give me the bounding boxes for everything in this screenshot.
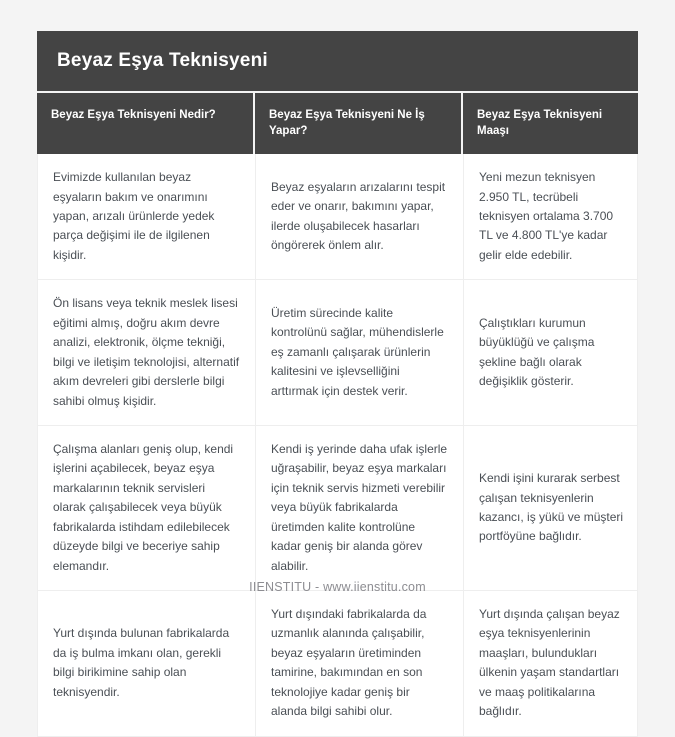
table-cell: Kendi işini kurarak serbest çalışan teknisyenlerin kazancı, iş yükü ve müşteri portföyüne bağlıdır. [479, 471, 624, 544]
table-cell: Kendi iş yerinde daha ufak işlerle uğraşabilir, beyaz eşya markaları için teknik servis hizmeti verebilir veya büyük fabrikalarda üretimden kalite kontrolüne kadar geniş bir alanda görev alabilir. [256, 426, 464, 590]
table-row [38, 280, 637, 426]
table-cell: Yurt dışında çalışan beyaz eşya teknisyenlerinin maaşları, bulundukları ülkenin yaşam standartları ve maaş politikalarına bağlıdır. [479, 607, 620, 719]
table-cell: Yurt dışındaki fabrikalarda da uzmanlık alanında çalışabilir, beyaz eşyaların üretiminden tamirine, bakımından en son teknolojiye kadar geniş bir alanda bilgi sahibi olur. [256, 591, 464, 736]
table-title-bar [37, 31, 638, 91]
table-row [38, 591, 637, 736]
table-header-row [37, 91, 638, 154]
table-cell: Yeni mezun teknisyen 2.950 TL, tecrübeli teknisyen ortalama 3.700 TL ve 4.800 TL'ye kadar gelir elde edebilir. [479, 170, 614, 262]
page-title: Beyaz Eşya Teknisyeni [57, 50, 268, 71]
table-cell: Çalışma alanları geniş olup, kendi işlerini açabilecek, beyaz eşya markalarının teknik servisleri olarak çalışabilecek veya büyük fabrikalarda istihdam edilebilecek düzeyde bilgi ve beceriye sahip elemandır. [38, 426, 256, 590]
table-cell: Yurt dışında bulunan fabrikalarda da iş bulma imkanı olan, gerekli bilgi birikimine sahip olan teknisyendir. [38, 591, 256, 736]
column-header-ne-is-yapar: Beyaz Eşya Teknisyeni Ne İş Yapar? [255, 93, 463, 154]
column-header-maasi: Beyaz Eşya Teknisyeni Maaşı [463, 93, 638, 154]
column-header-nedir: Beyaz Eşya Teknisyeni Nedir? [37, 93, 255, 154]
footer-attribution: IIENSTITU - www.iienstitu.com [249, 580, 426, 594]
table-row [38, 426, 637, 591]
table-row [38, 154, 637, 280]
table-cell: Beyaz eşyaların arızalarını tespit eder ve onarır, bakımını yapar, ilerde oluşabilecek hasarları öngörerek önlem alır. [256, 154, 464, 279]
table-cell: Üretim sürecinde kalite kontrolünü sağlar, mühendislerle eş zamanlı çalışarak ürünlerin kalitesini ve işlevselliğini arttırmak için destek verir. [256, 280, 464, 425]
table-cell: Evimizde kullanılan beyaz eşyaların bakım ve onarımını yapan, arızalı ürünlerde yedek parça değişimi ile de ilgilenen kişidir. [38, 154, 256, 279]
table-cell: Çalıştıkları kurumun büyüklüğü ve çalışma şekline bağlı olarak değişiklik gösterir. [479, 315, 595, 389]
table-cell: Ön lisans veya teknik meslek lisesi eğitimi almış, doğru akım devre analizi, elektronik, ölçme tekniği, bilgi ve iletişim teknolojisi, alternatif akım devreleri gibi derslerle bilgi sahibi olmuş kişidir. [38, 280, 256, 425]
table-body [37, 154, 638, 737]
info-table [37, 31, 638, 737]
